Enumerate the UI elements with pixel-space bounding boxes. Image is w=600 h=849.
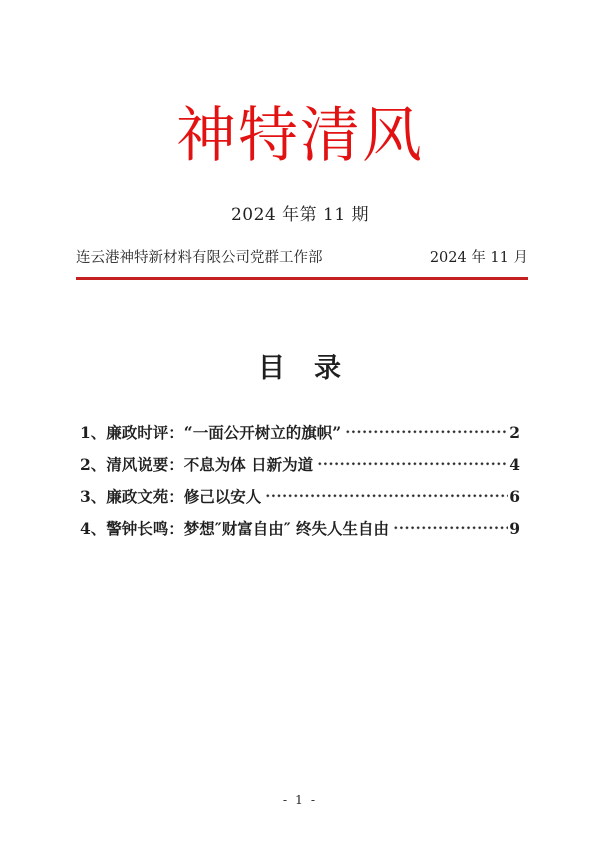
toc-item[interactable]: [80, 421, 520, 443]
publication-date: 2024 年 11 月: [429, 250, 528, 266]
toc-page-number: 6: [509, 486, 520, 506]
dot-leader: [265, 488, 508, 504]
toc-item-label: 4、警钟长鸣：梦想″财富自由″ 终失人生自由: [80, 519, 390, 538]
toc-heading: 目 录: [258, 353, 342, 384]
issue-number: 2024 年第 11 期: [230, 205, 370, 225]
toc-item[interactable]: [80, 485, 520, 507]
toc-page-number: 4: [509, 454, 520, 474]
toc-item-label: 2、清风说要：不息为体 日新为道: [80, 455, 314, 474]
toc-item-label: 3、廉政文苑：修己以安人: [80, 487, 262, 506]
dot-leader: [317, 456, 508, 472]
table-of-contents: [80, 421, 520, 539]
toc-page-number: 9: [509, 518, 520, 538]
dot-leader: [345, 424, 508, 440]
page-number-footer: - 1 -: [282, 792, 318, 807]
red-divider: [76, 277, 528, 280]
toc-item-label: 1、廉政时评：“一面公开树立的旗帜”: [80, 423, 342, 442]
dot-leader: [393, 520, 508, 536]
toc-item[interactable]: [80, 453, 520, 475]
toc-page-number: 2: [509, 422, 520, 442]
toc-item[interactable]: [80, 517, 520, 539]
byline-row: [76, 246, 528, 267]
publisher-name: 连云港神特新材料有限公司党群工作部: [76, 250, 323, 266]
newsletter-title: 神特清风: [176, 101, 424, 171]
